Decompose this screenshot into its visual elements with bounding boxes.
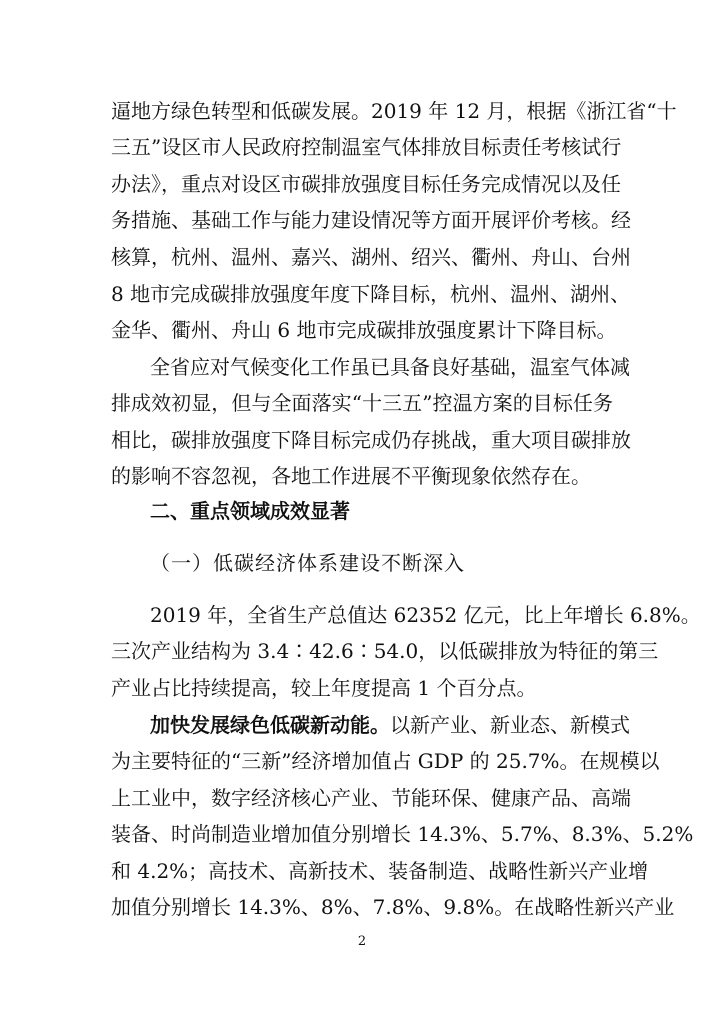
paragraph-line: 加值分别增长 14.3%、8%、7.8%、9.8%。在战略性新兴产业	[111, 895, 675, 919]
paragraph-line: 排成效初显，但与全面落实“十三五”控温方案的目标任务	[111, 391, 613, 415]
paragraph-line: 务措施、基础工作与能力建设情况等方面开展评价考核。经	[111, 208, 631, 232]
paragraph-line: 为主要特征的“三新”经济增加值占 GDP 的 25.7%。在规模以	[111, 749, 660, 773]
subsection-heading: （一）低碳经济体系建设不断深入	[150, 551, 465, 575]
paragraph-line: 金华、衢州、舟山 6 地市完成碳排放强度累计下降目标。	[111, 318, 617, 342]
paragraph-line: 装备、时尚制造业增加值分别增长 14.3%、5.7%、8.3%、5.2%	[111, 822, 694, 846]
page-number: 2	[357, 934, 367, 949]
paragraph-line: 相比，碳排放强度下降目标完成仍存挑战，重大项目碳排放	[111, 428, 631, 452]
section-heading: 二、重点领域成效显著	[150, 499, 350, 523]
paragraph-line	[150, 707, 630, 743]
paragraph-line: 三五”设区市人民政府控制温室气体排放目标责任考核试行	[111, 135, 622, 159]
paragraph-line: 8 地市完成碳排放强度年度下降目标，杭州、温州、湖州、	[111, 282, 631, 306]
paragraph-line: 2019 年，全省生产总值达 62352 亿元，比上年增长 6.8%。	[150, 603, 701, 627]
paragraph-line: 的影响不容忽视，各地工作进展不平衡现象依然存在。	[111, 464, 591, 488]
paragraph-line: 办法》，重点对设区市碳排放强度目标任务完成情况以及任	[111, 172, 621, 196]
paragraph-line: 上工业中，数字经济核心产业、节能环保、健康产品、高端	[111, 786, 631, 810]
bold-lead-text: 加快发展绿色低碳新动能。	[150, 713, 390, 737]
paragraph-line: 逼地方绿色转型和低碳发展。2019 年 12 月，根据《浙江省“十	[111, 99, 677, 123]
paragraph-line: 产业占比持续提高，较上年度提高 1 个百分点。	[111, 676, 537, 700]
paragraph-line: 和 4.2%；高技术、高新技术、装备制造、战略性新兴产业增	[111, 859, 649, 883]
paragraph-line: 核算，杭州、温州、嘉兴、湖州、绍兴、衢州、舟山、台州	[111, 245, 631, 269]
paragraph-text: 以新产业、新业态、新模式	[390, 713, 630, 737]
paragraph-line: 全省应对气候变化工作虽已具备良好基础，温室气体减	[150, 355, 630, 379]
paragraph-line: 三次产业结构为 3.4∶42.6∶54.0，以低碳排放为特征的第三	[111, 639, 659, 663]
